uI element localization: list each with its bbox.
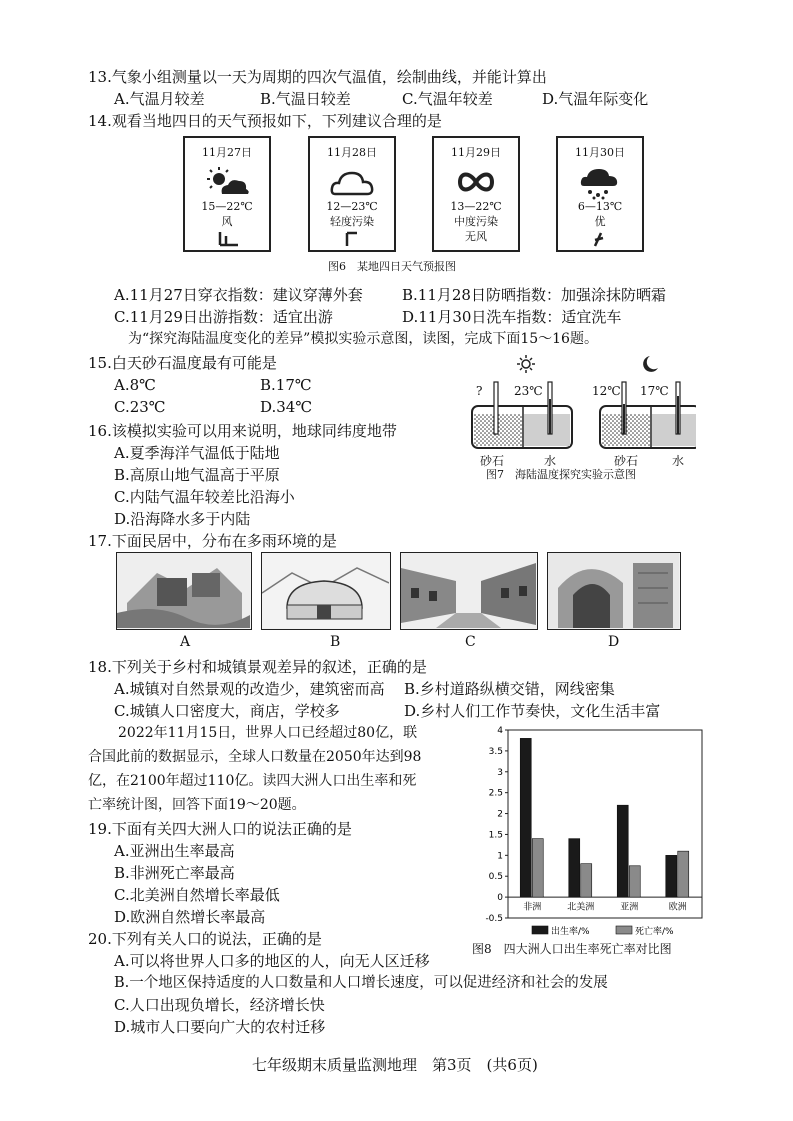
x-category-label: 欧洲 — [668, 902, 687, 913]
weather-card-2 — [308, 136, 396, 252]
q18-option-d: D.乡村人们工作节奏快，文化生活丰富 — [404, 702, 661, 720]
bar-birth-rate — [617, 805, 628, 897]
q14-option-a: A.11月27日穿衣指数：建议穿薄外套 — [114, 286, 363, 304]
weather-temp: 6—13℃ — [577, 200, 623, 213]
intro-19-20-line-4: 亡率统计图，回答下面19～20题。 — [88, 797, 306, 813]
label-water: 水 — [544, 454, 557, 468]
q15-option-b: B.17℃ — [260, 376, 312, 394]
bar-birth-rate — [569, 839, 580, 897]
sun-icon — [517, 355, 535, 373]
moon-icon — [643, 356, 658, 372]
partly-sunny-icon — [185, 164, 269, 200]
weather-date: 11月28日 — [327, 146, 377, 159]
intro-19-20-line-1: 2022年11月15日，世界人口已经超过80亿，联 — [118, 725, 418, 741]
q13-option-a: A.气温月较差 — [114, 90, 205, 108]
y-tick-label: 1.5 — [488, 830, 503, 841]
wind-level-1-icon — [310, 230, 394, 248]
birth-death-rate-chart — [476, 722, 710, 940]
legend-label: 死亡率/% — [635, 927, 674, 937]
q14-option-d: D.11月30日洗车指数：适宜洗车 — [402, 308, 622, 326]
weather-date: 11月29日 — [451, 146, 501, 159]
intro-19-20-line-2: 合国此前的数据显示，全球人口数量在2050年达到98 — [88, 749, 422, 765]
weather-condition: 优 — [594, 215, 606, 228]
q16-option-c: C.内陆气温年较差比沿海小 — [114, 488, 295, 506]
legend-swatch — [532, 926, 548, 934]
y-tick-label: 3 — [497, 767, 503, 778]
cloud-icon — [310, 164, 394, 200]
x-category-label: 北美洲 — [567, 902, 595, 913]
unknown-sand-temp: ? — [476, 384, 483, 398]
q13-option-d: D.气温年际变化 — [542, 90, 649, 108]
q15-option-c: C.23℃ — [114, 398, 166, 416]
q19-option-b: B.非洲死亡率最高 — [114, 864, 235, 882]
weather-wind-text: 无风 — [465, 230, 487, 243]
weather-temp: 15—22℃ — [201, 200, 253, 213]
weather-card-3 — [432, 136, 520, 252]
weather-temp: 12—23℃ — [326, 200, 378, 213]
question-18-stem: 18.下列关于乡村和城镇景观差异的叙述，正确的是 — [88, 658, 427, 676]
q19-option-a: A.亚洲出生率最高 — [114, 842, 235, 860]
y-tick-label: 2 — [497, 809, 503, 820]
weather-temp: 13—22℃ — [450, 200, 502, 213]
legend-label: 出生率/% — [551, 927, 590, 937]
dwelling-photo-a — [116, 552, 252, 630]
bar-death-rate — [581, 864, 592, 897]
weather-date: 11月30日 — [575, 146, 625, 159]
q14-option-c: C.11月29日出游指数：适宜出游 — [114, 308, 333, 326]
y-tick-label: 3.5 — [488, 746, 503, 757]
dwelling-photo-c — [400, 552, 538, 630]
q19-option-d: D.欧洲自然增长率最高 — [114, 908, 266, 926]
bar-birth-rate — [666, 855, 677, 897]
q13-option-b: B.气温日较差 — [260, 90, 351, 108]
q18-option-b: B.乡村道路纵横交错，网线密集 — [404, 680, 615, 698]
intro-19-20-line-3: 亿，在2100年超过110亿。读四大洲人口出生率和死 — [88, 773, 417, 789]
night-sand-temp: 12℃ — [592, 384, 621, 398]
question-20-stem: 20.下列有关人口的说法，正确的是 — [88, 930, 322, 948]
wind-level-2-icon — [558, 230, 642, 248]
q18-option-a: A.城镇对自然景观的改造少，建筑密而高 — [114, 680, 385, 698]
wind-level-3-icon — [185, 230, 269, 248]
y-tick-label: 4 — [497, 726, 503, 736]
chart-title: 图8 四大洲人口出生率死亡率对比图 — [472, 942, 672, 956]
question-13-stem: 13.气象小组测量以一天为周期的四次气温值，绘制曲线，并能计算出 — [88, 68, 547, 86]
y-tick-label: 2.5 — [488, 788, 503, 799]
photo-label-a: A — [180, 634, 191, 650]
question-17-stem: 17.下面民居中，分布在多雨环境的是 — [88, 532, 337, 550]
weather-condition: 中度污染 — [454, 215, 498, 228]
x-category-label: 亚洲 — [620, 902, 639, 913]
x-category-label: 非洲 — [523, 902, 542, 913]
q16-option-a: A.夏季海洋气温低于陆地 — [114, 444, 280, 462]
q16-option-b: B.高原山地气温高于平原 — [114, 466, 280, 484]
figure-6-caption: 图6 某地四日天气预报图 — [328, 260, 456, 273]
figure-7-caption: 图7 海陆温度探究实验示意图 — [486, 468, 636, 481]
q20-option-d: D.城市人口要向广大的农村迁移 — [114, 1018, 326, 1036]
photo-label-c: C — [465, 634, 476, 650]
page-footer: 七年级期末质量监测地理 第3页 (共6页) — [252, 1056, 538, 1074]
y-tick-label: -0.5 — [485, 914, 503, 924]
y-tick-label: 0 — [497, 893, 503, 904]
question-14-stem: 14.观看当地四日的天气预报如下，下列建议合理的是 — [88, 112, 442, 130]
snow-cloud-icon — [558, 164, 642, 200]
day-water-temp: 23℃ — [514, 384, 543, 398]
y-tick-label: 1 — [497, 851, 503, 862]
question-19-stem: 19.下面有关四大洲人口的说法正确的是 — [88, 820, 352, 838]
intro-15-16: 为“探究海陆温度变化的差异”模拟实验示意图，读图，完成下面15～16题。 — [128, 331, 598, 347]
q20-option-c: C.人口出现负增长，经济增长快 — [114, 996, 325, 1014]
photo-label-d: D — [608, 634, 620, 650]
q16-option-d: D.沿海降水多于内陆 — [114, 510, 251, 528]
bar-death-rate — [678, 851, 689, 897]
weather-card-1 — [183, 136, 271, 252]
dwelling-photo-b — [261, 552, 391, 630]
q19-option-c: C.北美洲自然增长率最低 — [114, 886, 280, 904]
q20-option-a: A.可以将世界人口多的地区的人，向无人区迁移 — [114, 952, 430, 970]
q13-option-c: C.气温年较差 — [402, 90, 493, 108]
q18-option-c: C.城镇人口密度大，商店，学校多 — [114, 702, 340, 720]
bar-death-rate — [532, 839, 543, 897]
label-sand: 砂石 — [480, 454, 505, 468]
q14-option-b: B.11月28日防晒指数：加强涂抹防晒霜 — [402, 286, 666, 304]
haze-icon — [434, 164, 518, 200]
y-tick-label: 0.5 — [488, 872, 503, 883]
weather-card-4 — [556, 136, 644, 252]
bar-death-rate — [629, 866, 640, 897]
q15-option-a: A.8℃ — [114, 376, 156, 394]
label-sand: 砂石 — [614, 454, 639, 468]
weather-date: 11月27日 — [202, 146, 252, 159]
weather-condition: 风 — [221, 215, 233, 228]
night-water-temp: 17℃ — [640, 384, 669, 398]
q15-option-d: D.34℃ — [260, 398, 313, 416]
question-16-stem: 16.该模拟实验可以用来说明，地球同纬度地带 — [88, 422, 397, 440]
figure-7-diagram — [466, 354, 696, 476]
question-15-stem: 15.白天砂石温度最有可能是 — [88, 354, 277, 372]
legend-swatch — [616, 926, 632, 934]
photo-label-b: B — [330, 634, 341, 650]
q20-option-b: B.一个地区保持适度的人口数量和人口增长速度，可以促进经济和社会的发展 — [114, 975, 608, 991]
label-water: 水 — [672, 454, 685, 468]
weather-condition: 轻度污染 — [330, 215, 374, 228]
dwelling-photo-d — [547, 552, 681, 630]
bar-birth-rate — [520, 738, 531, 897]
